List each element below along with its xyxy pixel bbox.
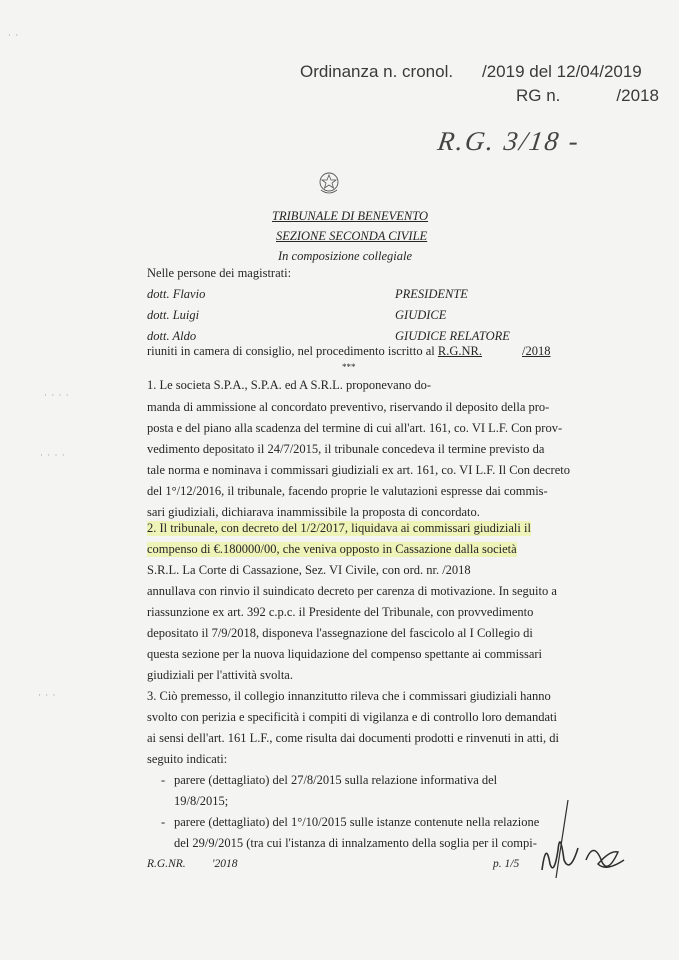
judge-name: dott. Aldo xyxy=(147,329,197,343)
body-line: giudiziali per l'attività svolta. xyxy=(147,668,293,682)
body-line: 3. Ciò premesso, il collegio innanzitutto rileva che i commissari giudiziali hanno xyxy=(147,689,551,703)
scan-mark: · · · · xyxy=(44,390,70,400)
body-line: questa sezione per la nuova liquidazione del compenso spettante ai commissari xyxy=(147,647,543,661)
body-line: riassunzione ex art. 392 c.p.c. il Presidente del Tribunale, con provvedimento xyxy=(147,605,534,619)
bullet-line: parere (dettagliato) del 27/8/2015 sulla relazione informativa del xyxy=(174,773,498,787)
body-line: depositato il 7/9/2018, disponeva l'assegnazione del fascicolo al I Collegio di xyxy=(147,626,533,640)
court-composition: In composizione collegiale xyxy=(278,249,412,263)
body-line: 1. Le societa S.P.A., S.P.A. ed A S.R.L. proponevano do- xyxy=(147,378,432,392)
court-section: SEZIONE SECONDA CIVILE xyxy=(276,229,428,243)
rg-number: RG n. /2018 xyxy=(516,86,659,105)
body-line: manda di ammissione al concordato preventivo, riservando il deposito della pro- xyxy=(147,400,550,414)
proceeding-line: riuniti in camera di consiglio, nel procedimento iscritto al R.G.NR. /2018 xyxy=(147,344,551,358)
scan-mark: · · xyxy=(8,30,20,40)
signature-icon xyxy=(528,790,638,880)
judge-role: GIUDICE xyxy=(395,308,447,322)
bullet-line: 19/8/2015; xyxy=(174,794,229,808)
bullet-line: del 29/9/2015 (tra cui l'istanza di innalzamento della soglia per il compi- xyxy=(174,836,537,850)
body-line: del 1°/12/2016, il tribunale, facendo proprie le valutazioni espresse dai commis- xyxy=(147,484,548,498)
body-line: svolto con perizia e specificità i compiti di vigilanza e di controllo loro demandati xyxy=(147,710,557,724)
body-line: sari giudiziali, dichiarava inammissibile la proposta di concordato. xyxy=(147,505,480,519)
page-number: p. 1/5 xyxy=(493,858,520,870)
separator: *** xyxy=(342,362,356,372)
body-line: annullava con rinvio il suindicato decreto per carenza di motivazione. In seguito a xyxy=(147,584,557,598)
court-name: TRIBUNALE DI BENEVENTO xyxy=(272,209,429,223)
ordinanza-date: /2019 del 12/04/2019 xyxy=(482,62,642,81)
bullet-marker: - xyxy=(161,815,166,829)
footer-rg: R.G.NR. xyxy=(147,858,186,870)
judge-role: GIUDICE RELATORE xyxy=(395,329,510,343)
bullet-marker: - xyxy=(161,773,166,787)
body-line: compenso di €.180000/00, che veniva opposto in Cassazione dalla società xyxy=(147,542,517,556)
bullet-line: parere (dettagliato) del 1°/10/2015 sulle istanze contenute nella relazione xyxy=(174,815,540,829)
judge-name: dott. Flavio xyxy=(147,287,206,301)
footer-year: '2018 xyxy=(212,858,238,870)
republic-emblem-icon xyxy=(316,170,342,196)
body-line: posta e del piano alla scadenza del termine di cui all'art. 161, co. VI L.F. Con prov- xyxy=(147,421,563,435)
body-line: 2. Il tribunale, con decreto del 1/2/2017, liquidava ai commissari giudiziali il xyxy=(147,521,531,535)
body-line: ai sensi dell'art. 161 L.F., come risulta dai documenti prodotti e rinvenuti in atti, di xyxy=(147,731,559,745)
judge-role: PRESIDENTE xyxy=(395,287,468,301)
body-line: vedimento depositato il 24/7/2015, il tribunale concedeva il termine previsto da xyxy=(147,442,545,456)
magistrates-intro: Nelle persone dei magistrati: xyxy=(147,266,292,280)
body-line: tale norma e nominava i commissari giudiziali ex art. 161, co. VI L.F. Il Con decreto xyxy=(147,463,570,477)
handwritten-note: R.G. 3/18 - xyxy=(435,126,583,156)
ordinanza-label: Ordinanza n. cronol. xyxy=(300,62,454,81)
judge-name: dott. Luigi xyxy=(147,308,200,322)
scan-mark: · · · xyxy=(38,690,57,700)
scan-mark: · · · · xyxy=(40,450,66,460)
body-line: seguito indicati: xyxy=(147,752,228,766)
body-line: S.R.L. La Corte di Cassazione, Sez. VI Civile, con ord. nr. /2018 xyxy=(147,563,471,577)
